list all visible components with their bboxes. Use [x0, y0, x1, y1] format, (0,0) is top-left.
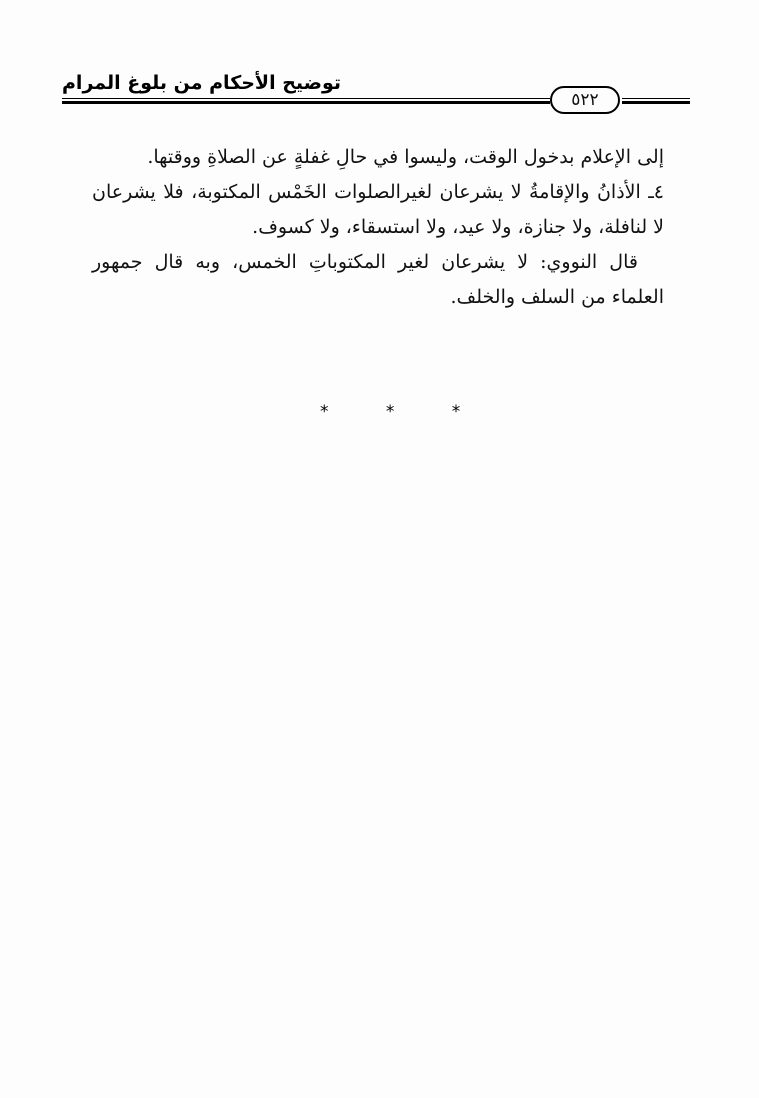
book-title: توضيح الأحكام من بلوغ المرام	[62, 72, 342, 94]
header-rule-thin	[62, 98, 550, 99]
header-rule-thick	[62, 101, 550, 104]
header-rule-thick-right	[622, 101, 690, 104]
body-text	[92, 140, 664, 315]
header-rule-thin-right	[622, 98, 690, 99]
page-number: ٥٢٢	[550, 86, 620, 114]
page-header	[62, 68, 690, 118]
paragraph-1: إلى الإعلام بدخول الوقت، وليسوا في حالِ غفلةٍ عن الصلاةِ ووقتها.	[147, 146, 664, 168]
paragraph-2: ٤ـ الأذانُ والإقامةُ لا يشرعان لغيرالصلوات الخَمْس المكتوبة، فلا يشرعان لا لنافلة، ولا جنازة، ولا عيد، ولا استسقاء، ولا كسوف.	[92, 181, 664, 238]
section-separator-asterisks: * * *	[320, 402, 487, 422]
paragraph-3: قال النووي: لا يشرعان لغير المكتوباتِ الخمس، وبه قال جمهور العلماء من السلف والخلف.	[92, 251, 664, 308]
